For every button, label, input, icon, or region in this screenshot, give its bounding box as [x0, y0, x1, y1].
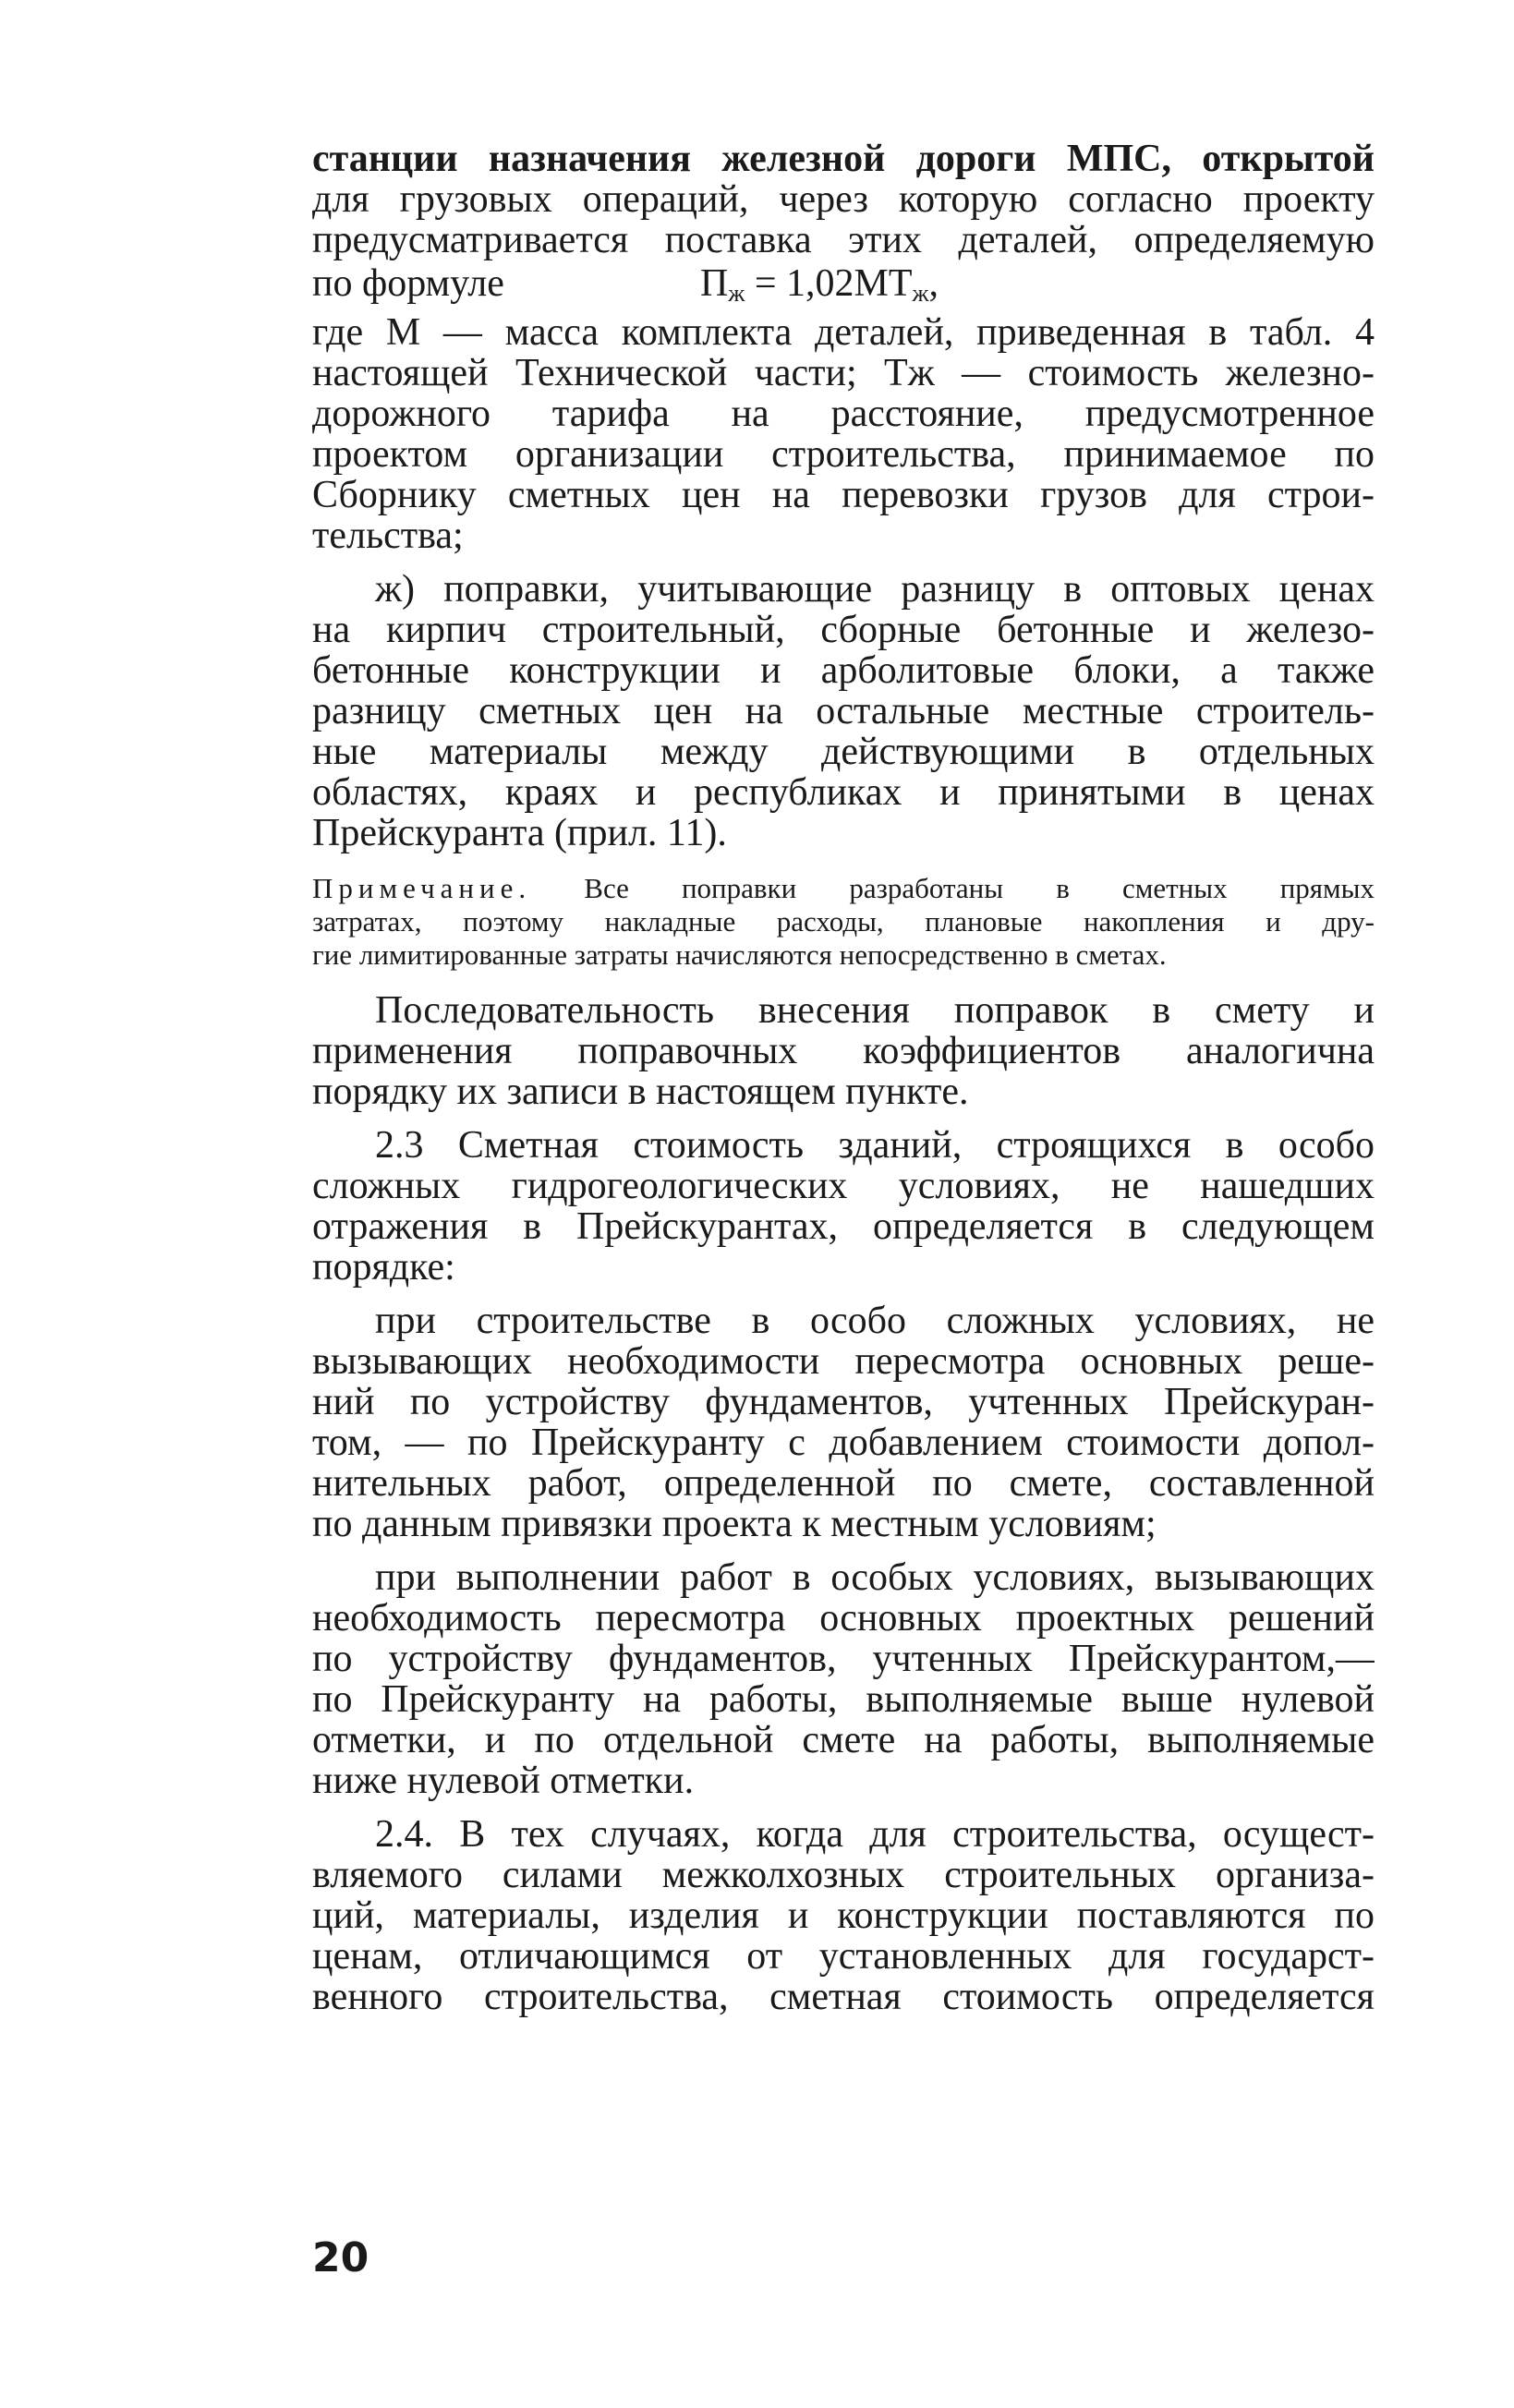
text-line: вызывающих необходимости пересмотра основных реше- — [312, 1341, 1375, 1382]
text-line: по устройству фундаментов, учтенных Прейскурантом,— — [312, 1639, 1375, 1679]
note-text: Все поправки разработаны в сметных прямых — [584, 872, 1375, 904]
text-line: областях, краях и республиках и принятыми в ценах — [312, 772, 1375, 813]
text-line: для грузовых операций, через которую согласно проекту — [312, 179, 1375, 220]
text-line: Прейскуранта (прил. 11). — [312, 813, 727, 853]
text-line: отметки, и по отдельной смете на работы, выполняемые — [312, 1720, 1375, 1761]
text-line: сложных гидрогеологических условиях, не нашедших — [312, 1166, 1375, 1206]
document-page — [312, 139, 1375, 2017]
paragraph-continuation — [312, 139, 1375, 312]
note-block — [312, 872, 1375, 972]
text-line: Последовательность внесения поправок в смету и — [375, 990, 1375, 1031]
paragraph-special-conditions — [312, 1557, 1375, 1801]
text-line: отражения в Прейскурантах, определяется в следующем — [312, 1206, 1375, 1247]
text-line: предусматривается поставка этих деталей, определяемую — [312, 220, 1375, 260]
text-line: при строительстве в особо сложных условиях, не — [375, 1301, 1375, 1341]
text-line: порядке: — [312, 1247, 455, 1288]
text-line: по Прейскуранту на работы, выполняемые выше нулевой — [312, 1679, 1375, 1720]
text-line: ж) поправки, учитывающие разницу в оптовых ценах — [375, 569, 1375, 610]
text-line: ний по устройству фундаментов, учтенных Прейскуран- — [312, 1382, 1375, 1422]
text-line: ные материалы между действующими в отдельных — [312, 732, 1375, 772]
text-line: применения поправочных коэффициентов аналогична — [312, 1031, 1375, 1071]
paragraph-complex-conditions — [312, 1301, 1375, 1544]
text-line: ценам, отличающимся от установленных для государст- — [312, 1936, 1375, 1977]
text-line: дорожного тарифа на расстояние, предусмотренное — [312, 393, 1375, 434]
page-number: 20 — [312, 2234, 369, 2281]
note-line — [312, 872, 1375, 905]
formula: $П_ж = 1,02МТ_ж$, — [700, 262, 939, 307]
text-line: станции назначения железной дороги МПС, открытой — [312, 139, 1375, 179]
text-line: ниже нулевой отметки. — [312, 1761, 695, 1801]
text-line: по данным привязки проекта к местным условиям; — [312, 1504, 1157, 1544]
text-line: разницу сметных цен на остальные местные строитель- — [312, 691, 1375, 732]
text-line: где М — масса комплекта деталей, приведенная в табл. 4 — [312, 312, 1375, 353]
text-line: том, — по Прейскуранту с добавлением стоимости допол- — [312, 1422, 1375, 1463]
text-line: при выполнении работ в особых условиях, вызывающих — [375, 1557, 1375, 1598]
text-line: нительных работ, определенной по смете, составленной — [312, 1463, 1375, 1504]
formula-row — [312, 260, 1375, 312]
note-line: гие лимитированные затраты начисляются непосредственно в сметах. — [312, 938, 1167, 971]
text-line: необходимость пересмотра основных проектных решений — [312, 1598, 1375, 1639]
text-line: проектом организации строительства, принимаемое по — [312, 434, 1375, 475]
text-line: настоящей Технической части; Тж — стоимость железно- — [312, 353, 1375, 393]
text-line: венного строительства, сметная стоимость определяется — [312, 1977, 1375, 2017]
paragraph-item-zh — [312, 569, 1375, 853]
text-line: Сборнику сметных цен на перевозки грузов для строи- — [312, 475, 1375, 515]
section-2-4 — [312, 1814, 1375, 2017]
paragraph-sequence — [312, 990, 1375, 1112]
text-line: 2.4. В тех случаях, когда для строительства, осущест- — [375, 1814, 1375, 1855]
section-2-3 — [312, 1125, 1375, 1288]
text-line: ций, материалы, изделия и конструкции поставляются по — [312, 1895, 1375, 1936]
text-line: 2.3 Сметная стоимость зданий, строящихся в особо — [375, 1125, 1375, 1166]
paragraph-where — [312, 312, 1375, 556]
text-line: порядку их записи в настоящем пункте. — [312, 1071, 969, 1112]
text-line: вляемого силами межколхозных строительных организа- — [312, 1855, 1375, 1895]
text-line: на кирпич строительный, сборные бетонные и железо- — [312, 610, 1375, 650]
formula-lead: по формуле — [312, 262, 504, 305]
text-line: бетонные конструкции и арболитовые блоки, а также — [312, 650, 1375, 691]
note-label: Примечание. — [312, 872, 532, 904]
text-line: тельства; — [312, 515, 464, 556]
note-line: затратах, поэтому накладные расходы, плановые накопления и дру- — [312, 905, 1375, 938]
